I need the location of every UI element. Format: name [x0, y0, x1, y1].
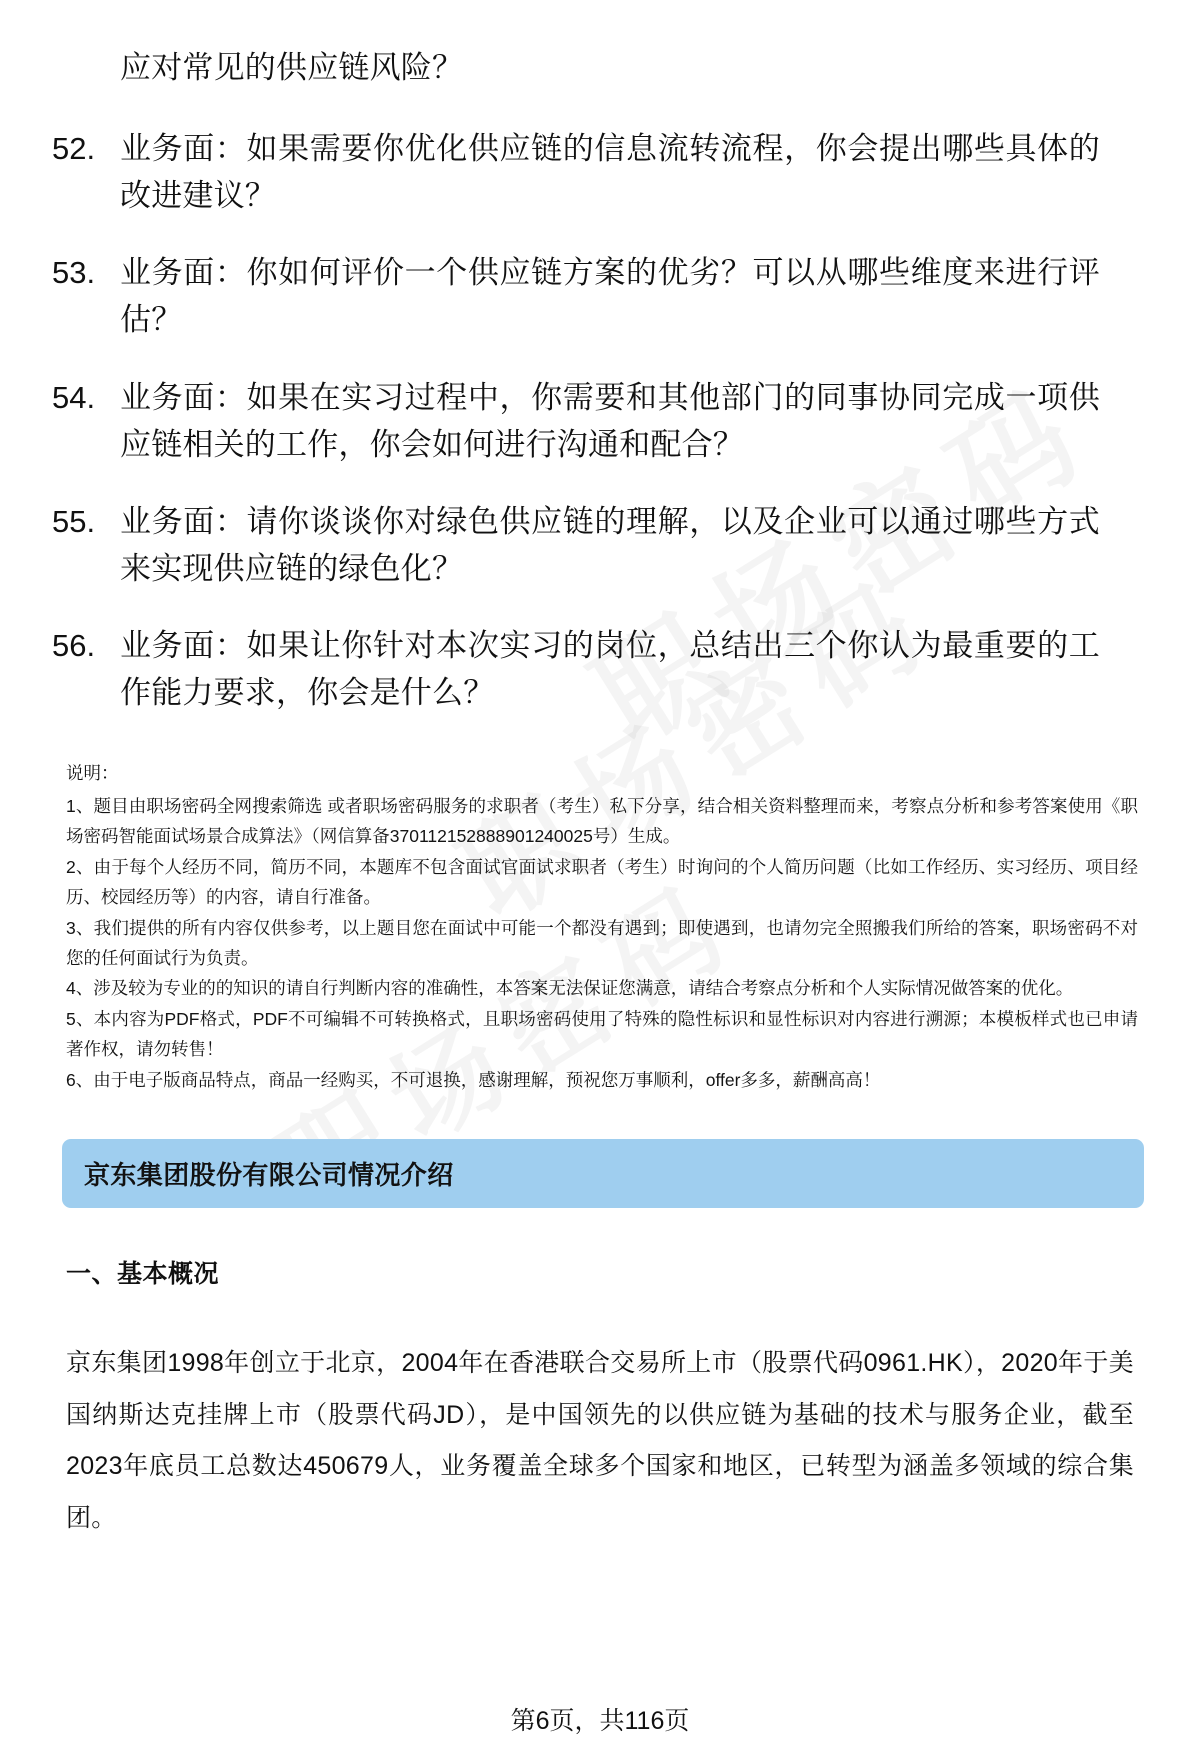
company-body: [0, 1254, 1200, 1544]
question-list: [0, 0, 1200, 716]
question-item: [48, 125, 1100, 219]
question-continuation-line: 应对常见的供应链风险？: [120, 50, 464, 85]
company-subheading: 一、基本概况: [66, 1260, 220, 1289]
notes-item: 4、涉及较为专业的的知识的请自行判断内容的准确性，本答案无法保证您满意，请结合考察点分析和个人实际情况做答案的优化。: [66, 978, 1074, 999]
question-text: 业务面：你如何评价一个供应链方案的优劣？可以从哪些维度来进行评估？: [120, 255, 1100, 338]
question-number: 56.: [52, 627, 96, 663]
question-item: [48, 622, 1100, 716]
notes-heading: 说明：: [66, 763, 119, 784]
question-text: 业务面：如果让你针对本次实习的岗位，总结出三个你认为最重要的工作能力要求，你会是什么？: [120, 627, 1100, 711]
question-item: [48, 374, 1100, 468]
notes-item: 1、题目由职场密码全网搜索筛选 或者职场密码服务的求职者（考生）私下分享，结合相关资料整理而来，考察点分析和参考答案使用《职场密码智能面试场景合成算法》（网信算备370112152888901240025号）生成。: [66, 795, 1138, 847]
company-section-banner: 京东集团股份有限公司情况介绍: [62, 1139, 1144, 1208]
question-item: [48, 249, 1100, 343]
company-paragraph: 京东集团1998年创立于北京，2004年在香港联合交易所上市（股票代码0961.HK），2020年于美国纳斯达克挂牌上市（股票代码JD），是中国领先的以供应链为基础的技术与服务企业，截至2023年底员工总数达450679人，业务覆盖全球多个国家和地区，已转型为涵盖多领域的综合集团。: [66, 1349, 1134, 1532]
question-number: 52.: [52, 131, 96, 167]
notes-item: 5、本内容为PDF格式，PDF不可编辑不可转换格式，且职场密码使用了特殊的隐性标识和显性标识对内容进行溯源；本模板样式也已申请著作权，请勿转售！: [66, 1008, 1138, 1060]
page-footer: 第6页，共116页: [510, 1707, 690, 1735]
question-item: [48, 498, 1100, 592]
question-text: 业务面：请你谈谈你对绿色供应链的理解，以及企业可以通过哪些方式来实现供应链的绿色化？: [120, 503, 1100, 586]
notes-block: [0, 746, 1200, 1095]
question-number: 54.: [52, 379, 96, 415]
notes-item: 3、我们提供的所有内容仅供参考，以上题目您在面试中可能一个都没有遇到；即使遇到，也请勿完全照搬我们所给的答案，职场密码不对您的任何面试行为负责。: [66, 917, 1138, 969]
question-text: 业务面：如果需要你优化供应链的信息流转流程，你会提出哪些具体的改进建议？: [120, 131, 1100, 214]
question-number: 55.: [52, 503, 96, 539]
notes-item: 2、由于每个人经历不同，简历不同，本题库不包含面试官面试求职者（考生）时询问的个人简历问题（比如工作经历、实习经历、项目经历、校园经历等）的内容，请自行准备。: [66, 856, 1138, 908]
question-text: 业务面：如果在实习过程中，你需要和其他部门的同事协同完成一项供应链相关的工作，你会如何进行沟通和配合？: [120, 379, 1100, 462]
question-number: 53.: [52, 255, 96, 291]
notes-item: 6、由于电子版商品特点，商品一经购买，不可退换，感谢理解，预祝您万事顺利，offer多多，薪酬高高！: [66, 1069, 881, 1090]
